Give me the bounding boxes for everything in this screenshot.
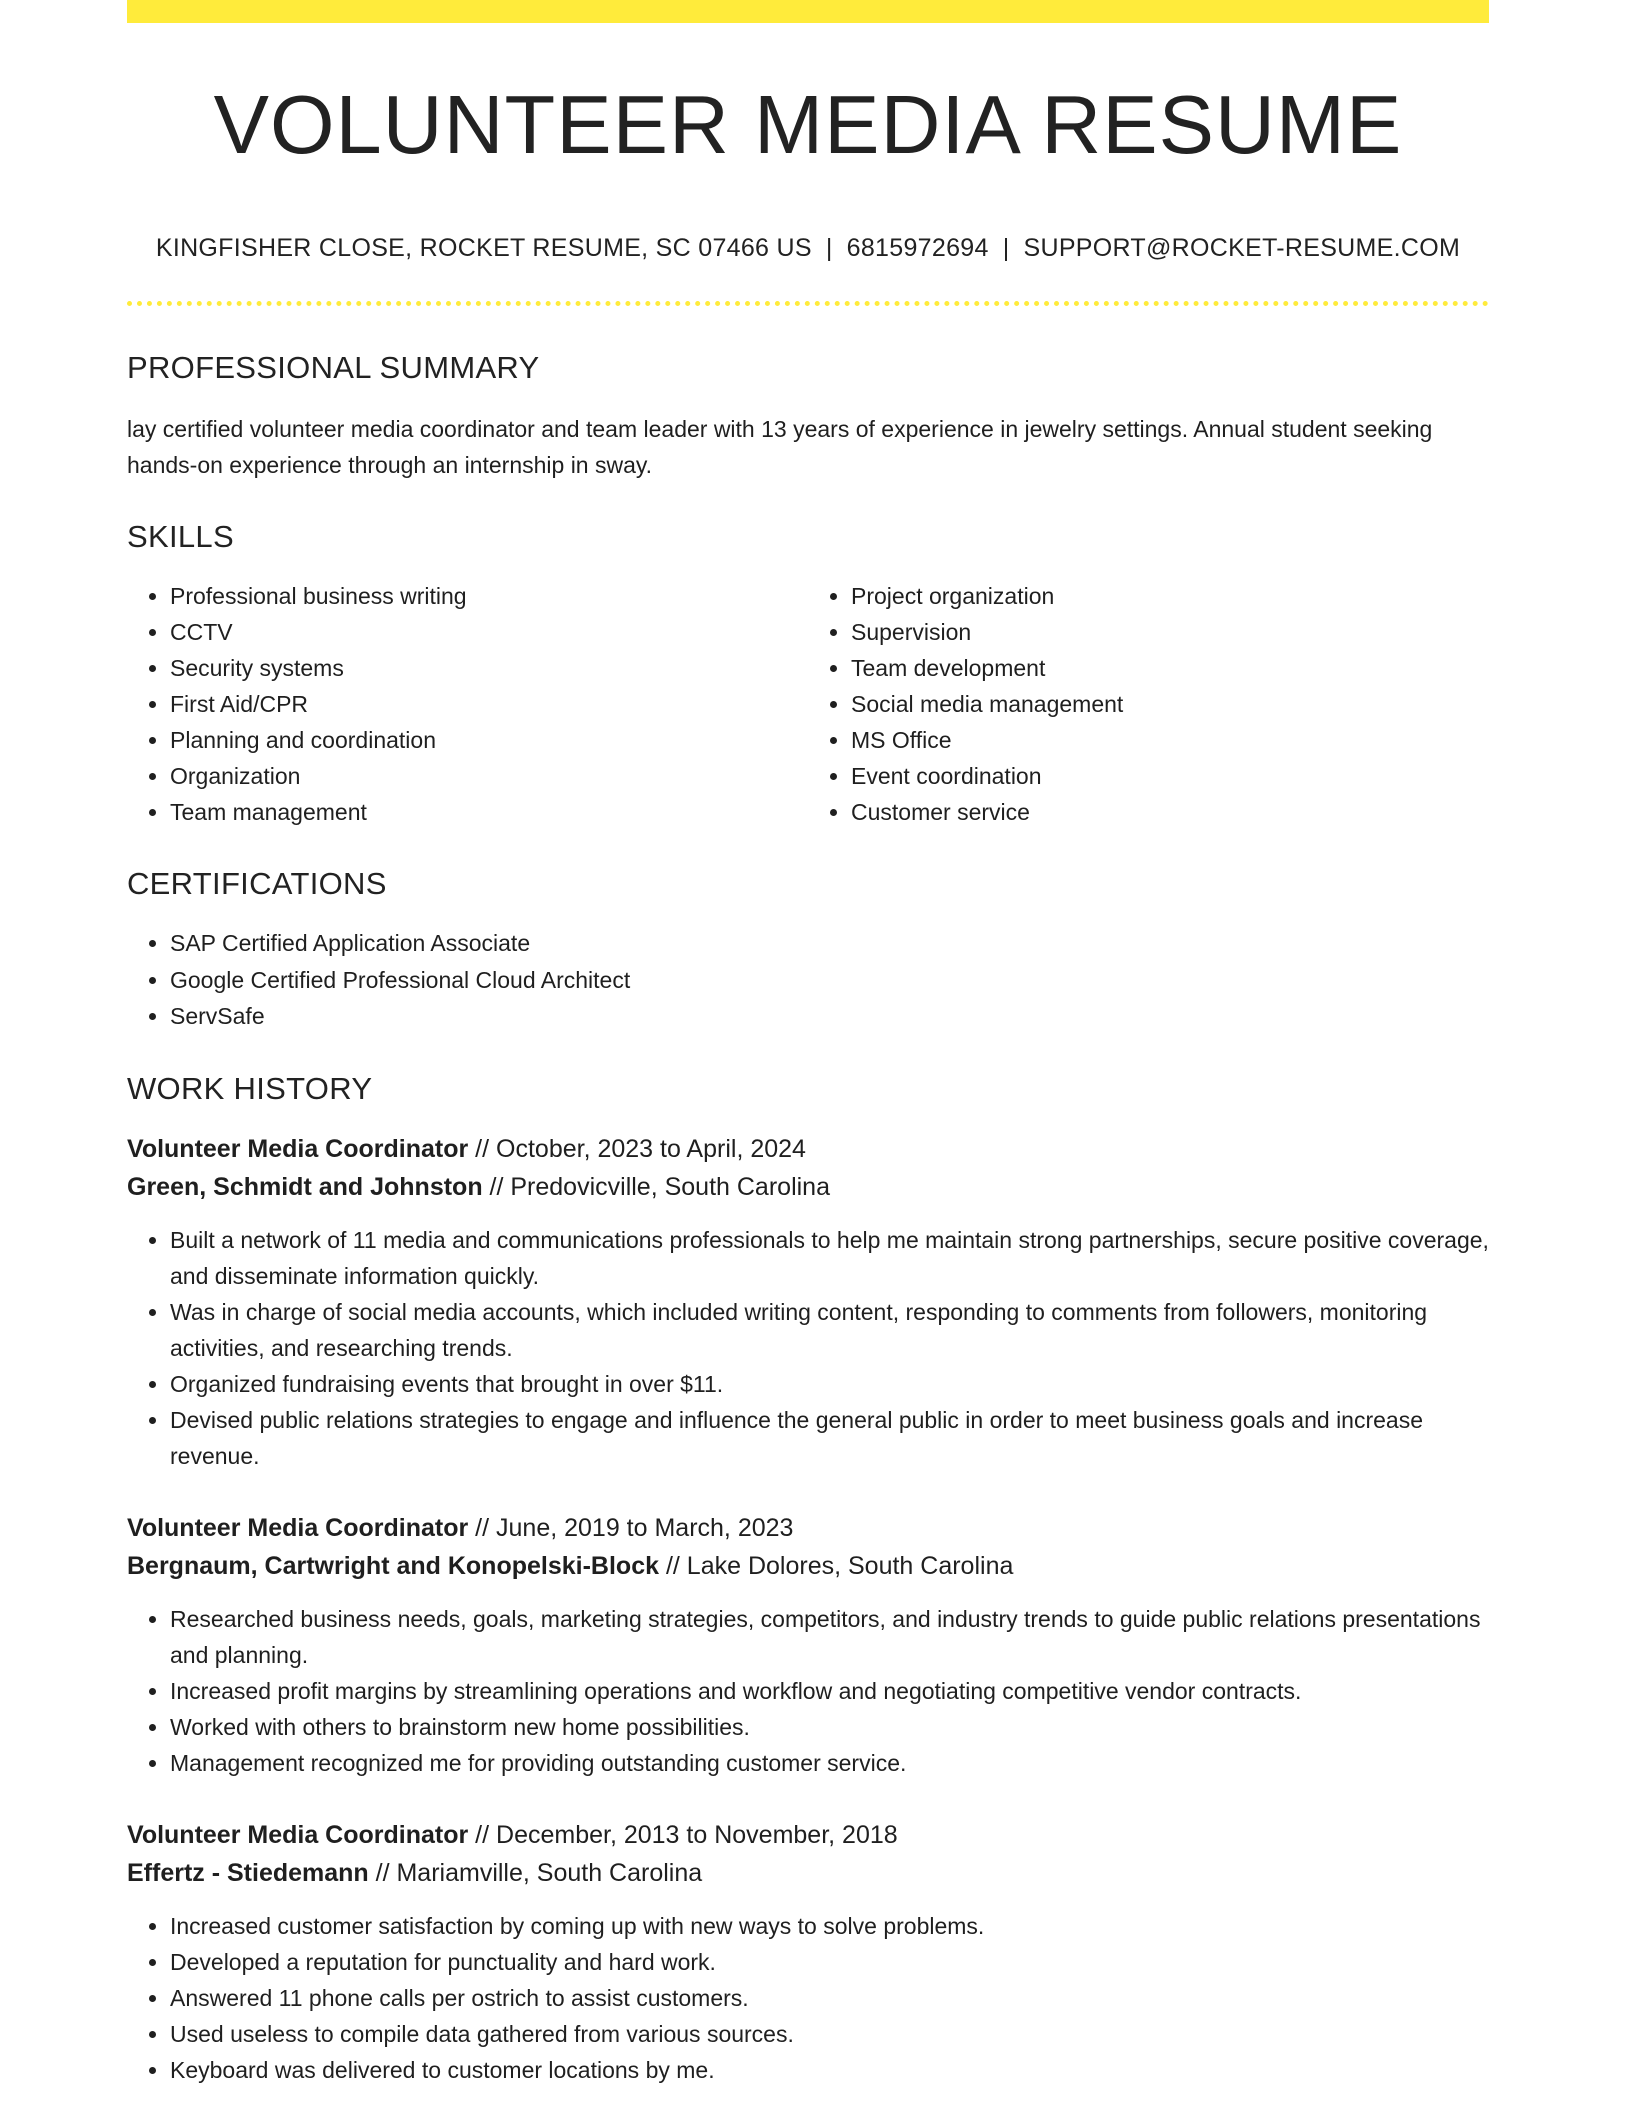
job-dates: // June, 2019 to March, 2023 xyxy=(468,1513,794,1542)
job-location: // Predovicville, South Carolina xyxy=(482,1172,830,1201)
skill-item: • MS Office xyxy=(851,722,1489,758)
job-entry xyxy=(127,1509,1489,1781)
skill-item: • Organization xyxy=(170,758,808,794)
skills-list-right xyxy=(808,578,1489,830)
job-bullets xyxy=(127,1601,1489,1781)
job-title-line xyxy=(127,1816,1489,1854)
certification-item: • Google Certified Professional Cloud Architect xyxy=(170,962,1489,999)
contact-line xyxy=(127,234,1489,263)
job-dates: // October, 2023 to April, 2024 xyxy=(468,1134,806,1163)
job-company-line xyxy=(127,1854,1489,1892)
skills-columns xyxy=(127,578,1489,830)
certifications-list xyxy=(127,925,1489,1035)
email: SUPPORT@ROCKET-RESUME.COM xyxy=(1023,234,1461,262)
job-bullet: • Was in charge of social media accounts, which included writing content, responding to comments from followers, monitoring activities, and researching trends. xyxy=(170,1294,1489,1366)
dotted-divider xyxy=(127,301,1489,306)
skill-item: • CCTV xyxy=(170,614,808,650)
job-bullet: • Developed a reputation for punctuality and hard work. xyxy=(170,1944,1489,1980)
job-company: Effertz - Stiedemann xyxy=(127,1858,369,1887)
skill-item: • Social media management xyxy=(851,686,1489,722)
summary-text: lay certified volunteer media coordinator and team leader with 13 years of experience in jewelry settings. Annual student seeking hands-on experience through an internship in sway. xyxy=(127,416,1433,478)
job-bullet: • Built a network of 11 media and communications professionals to help me maintain strong partnerships, secure positive coverage, and disseminate information quickly. xyxy=(170,1222,1489,1294)
accent-bar xyxy=(127,0,1489,23)
job-bullet: • Devised public relations strategies to engage and influence the general public in order to meet business goals and increase revenue. xyxy=(170,1402,1489,1474)
certification-item: • ServSafe xyxy=(170,998,1489,1035)
job-entry xyxy=(127,1130,1489,1474)
phone: 6815972694 xyxy=(846,234,989,262)
job-entry xyxy=(127,1816,1489,2088)
job-bullet: • Organized fundraising events that brought in over $11. xyxy=(170,1366,1489,1402)
job-bullet: • Increased customer satisfaction by coming up with new ways to solve problems. xyxy=(170,1908,1489,1944)
job-bullets xyxy=(127,1908,1489,2088)
job-bullet: • Researched business needs, goals, marketing strategies, competitors, and industry trends to guide public relations presentations and planning. xyxy=(170,1601,1489,1673)
section-title-skills: SKILLS xyxy=(127,519,234,554)
skill-item: • Customer service xyxy=(851,794,1489,830)
separator: | xyxy=(1002,234,1010,262)
job-position: Volunteer Media Coordinator xyxy=(127,1820,469,1849)
skill-item: • Team development xyxy=(851,650,1489,686)
section-title-work-history: WORK HISTORY xyxy=(127,1070,373,1106)
job-company-line xyxy=(127,1168,1489,1206)
resume-page xyxy=(127,0,1489,2088)
job-company: Bergnaum, Cartwright and Konopelski-Block xyxy=(127,1551,660,1580)
section-title-summary: PROFESSIONAL SUMMARY xyxy=(127,350,540,385)
job-location: // Lake Dolores, South Carolina xyxy=(659,1551,1014,1580)
job-bullet: • Used useless to compile data gathered from various sources. xyxy=(170,2016,1489,2052)
job-title-line xyxy=(127,1509,1489,1547)
job-location: // Mariamville, South Carolina xyxy=(368,1858,703,1887)
address: KINGFISHER CLOSE, ROCKET RESUME, SC 07466 US xyxy=(155,234,812,262)
job-dates: // December, 2013 to November, 2018 xyxy=(468,1820,898,1849)
job-bullet: • Answered 11 phone calls per ostrich to assist customers. xyxy=(170,1980,1489,2016)
skill-item: • Professional business writing xyxy=(170,578,808,614)
skill-item: • Planning and coordination xyxy=(170,722,808,758)
resume-title: VOLUNTEER MEDIA RESUME xyxy=(213,78,1403,171)
job-bullet: • Increased profit margins by streamlining operations and workflow and negotiating competitive vendor contracts. xyxy=(170,1673,1489,1709)
section-title-certifications: CERTIFICATIONS xyxy=(127,866,387,901)
job-company: Green, Schmidt and Johnston xyxy=(127,1172,483,1201)
separator: | xyxy=(825,234,833,262)
skill-item: • Project organization xyxy=(851,578,1489,614)
skill-item: • Team management xyxy=(170,794,808,830)
job-bullets xyxy=(127,1222,1489,1474)
certification-item: • SAP Certified Application Associate xyxy=(170,925,1489,962)
job-company-line xyxy=(127,1547,1489,1585)
job-title-line xyxy=(127,1130,1489,1168)
skills-list-left xyxy=(127,578,808,830)
job-bullet: • Worked with others to brainstorm new home possibilities. xyxy=(170,1709,1489,1745)
skill-item: • Supervision xyxy=(851,614,1489,650)
job-position: Volunteer Media Coordinator xyxy=(127,1513,469,1542)
skill-item: • Event coordination xyxy=(851,758,1489,794)
skill-item: • First Aid/CPR xyxy=(170,686,808,722)
job-position: Volunteer Media Coordinator xyxy=(127,1134,469,1163)
job-bullet: • Management recognized me for providing outstanding customer service. xyxy=(170,1745,1489,1781)
skill-item: • Security systems xyxy=(170,650,808,686)
job-bullet: • Keyboard was delivered to customer locations by me. xyxy=(170,2052,1489,2088)
